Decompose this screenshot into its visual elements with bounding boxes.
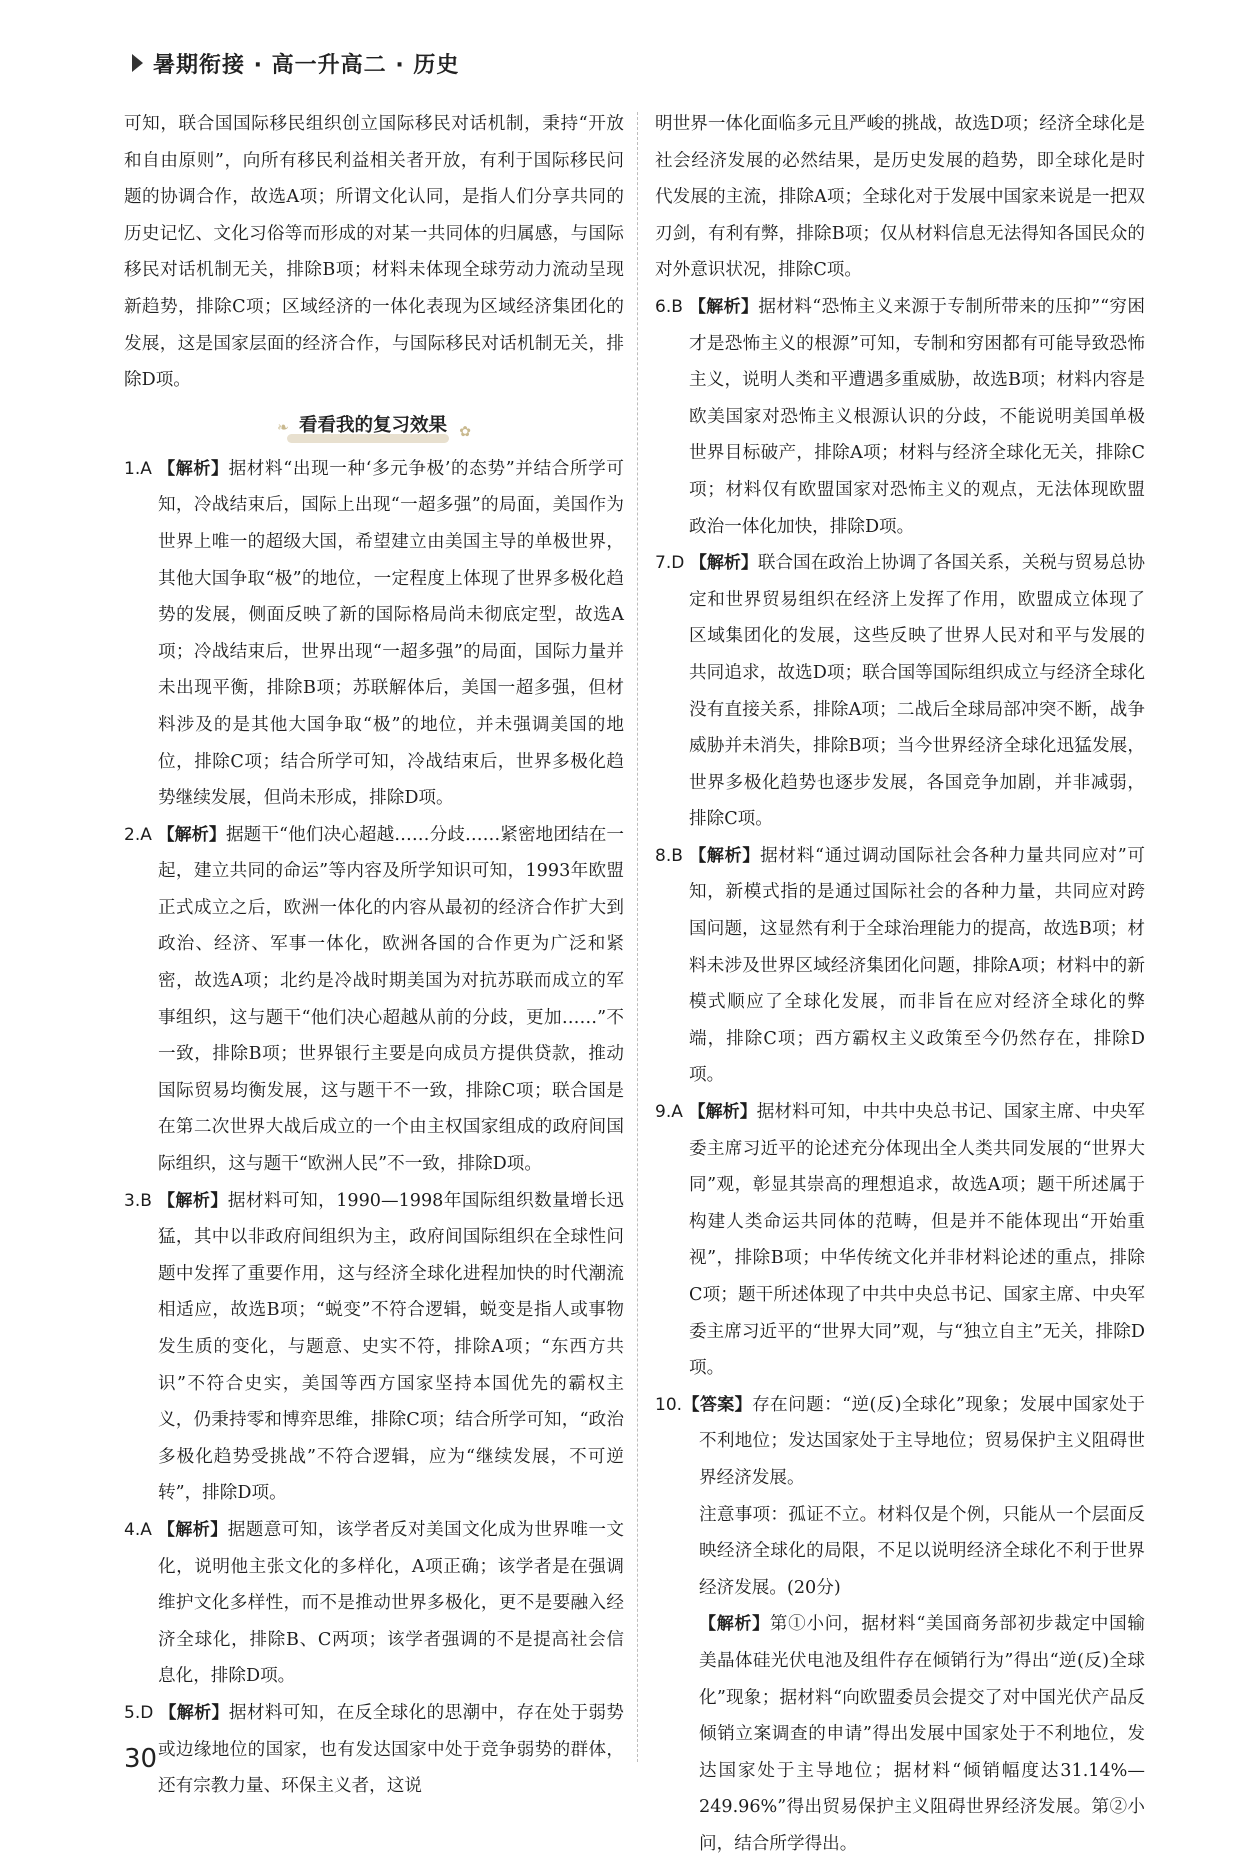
answer-item-10-analysis: 【解析】第①小问，据材料“美国商务部初步裁定中国输美晶体硅光伏电池及组件存在倾销行为”得出“逆(反)全球化”现象；据材料“向欧盟委员会提交了对中国光伏产品反倾销立案调查的申请”得出发展中国家处于不利地位，发达国家处于主导地位；据材料“倾销幅度达31.14%—249.96%”得出贸易保护主义阻碍世界经济发展。第②小问，结合所学得出。 xyxy=(699,1614,1146,1854)
swirl-decoration-icon: ✿ xyxy=(459,424,471,441)
answer-item-1: 1.A 【解析】据材料“出现一种‘多元争极’的态势”并结合所学可知，冷战结束后，国际上出现“一超多强”的局面，美国作为世界上唯一的超级大国，希望建立由美国主导的单极世界，其他大国争取“极”的地位，一定程度上体现了世界多极化趋势的发展，侧面反映了新的国际格局尚未彻底定型，故选A项；冷战结束后，世界出现“一超多强”的局面，国际力量并未出现平衡，排除B项；苏联解体后，美国一超多强，但材料涉及的是其他大国争取“极”的地位，并未强调美国的地位，排除C项；结合所学可知，冷战结束后，世界多极化趋势继续发展，但尚未形成，排除D项。 xyxy=(124,458,624,809)
answer-item-6: 6.B 【解析】据材料“恐怖主义来源于专制所带来的压抑”“穷困才是恐怖主义的根源”可知，专制和穷困都有可能导致恐怖主义，说明人类和平遭遇多重威胁，故选B项；材料内容是欧美国家对恐怖主义根源认识的分歧，不能说明美国单极世界目标破产，排除A项；材料与经济全球化无关，排除C项；材料仅有欧盟国家对恐怖主义的观点，无法体现欧盟政治一体化加快，排除D项。 xyxy=(655,296,1145,537)
triangle-marker-icon xyxy=(132,54,143,72)
answer-item-10: 10.【答案】存在问题：“逆(反)全球化”现象；发展中国家处于不利地位；发达国家处于主导地位；贸易保护主义阻碍世界经济发展。 xyxy=(655,1394,1145,1488)
page-number: 30 xyxy=(124,1744,158,1774)
header-title: 暑期衔接 · 高一升高二 · 历史 xyxy=(153,52,460,78)
intro-paragraph: 可知，联合国国际移民组织创立国际移民对话机制，秉持“开放和自由原则”，向所有移民利益相关者开放，有利于国际移民问题的协调合作，故选A项；所谓文化认同，是指人们分享共同的历史记忆、文化习俗等而形成的对某一共同体的归属感，与国际移民对话机制无关，排除B项；材料未体现全球劳动力流动呈现新趋势，排除C项；区域经济的一体化表现为区域经济集团化的发展，这是国家层面的经济合作，与国际移民对话机制无关，排除D项。 xyxy=(124,114,624,391)
answer-item-3: 3.B 【解析】据材料可知，1990—1998年国际组织数量增长迅猛，其中以非政府间组织为主，政府间国际组织在全球性问题中发挥了重要作用，这与经济全球化进程加快的时代潮流相适应，故选B项；“蜕变”不符合逻辑，蜕变是指人或事物发生质的变化，与题意、史实不符，排除A项；“东西方共识”不符合史实，美国等西方国家坚持本国优先的霸权主义，仍秉持零和博弈思维，排除C项；结合所学可知，“政治多极化趋势受挑战”不符合逻辑，应为“继续发展，不可逆转”，排除D项。 xyxy=(124,1190,624,1504)
answer-item-7: 7.D 【解析】联合国在政治上协调了各国关系，关税与贸易总协定和世界贸易组织在经济上发挥了作用，欧盟成立体现了区域集团化的发展，这些反映了世界人民对和平与发展的共同追求，故选D项；联合国等国际组织成立与经济全球化没有直接关系，排除A项；二战后全球局部冲突不断，战争威胁并未消失，排除B项；当今世界经济全球化迅猛发展，世界多极化趋势也逐步发展，各国竞争加剧，并非减弱，排除C项。 xyxy=(655,553,1145,830)
section-title xyxy=(124,405,624,449)
right-column xyxy=(655,106,1145,1863)
answer-item-4: 4.A 【解析】据题意可知，该学者反对美国文化成为世界唯一文化，说明他主张文化的多样化，A项正确；该学者是在强调维护文化多样性，而不是推动世界多极化，更不是要融入经济全球化，排除B、C两项；该学者强调的不是提高社会信息化，排除D项。 xyxy=(124,1519,625,1687)
continued-paragraph: 明世界一体化面临多元且严峻的挑战，故选D项；经济全球化是社会经济发展的必然结果，是历史发展的趋势，即全球化是时代发展的主流，排除A项；全球化对于发展中国家来说是一把双刃剑，有利有弊，排除B项；仅从材料信息无法得知各国民众的对外意识状况，排除C项。 xyxy=(655,114,1145,281)
answer-item-8: 8.B 【解析】据材料“通过调动国际社会各种力量共同应对”可知，新模式指的是通过国际社会的各种力量，共同应对跨国问题，这显然有利于全球治理能力的提高，故选B项；材料未涉及世界区域经济集团化问题，排除A项；材料中的新模式顺应了全球化发展，而非旨在应对经济全球化的弊端，排除C项；西方霸权主义政策至今仍然存在，排除D项。 xyxy=(655,845,1146,1086)
answer-item-5: 5.D 【解析】据材料可知，在反全球化的思潮中，存在处于弱势或边缘地位的国家，也有发达国家中处于竞争弱势的群体，还有宗教力量、环保主义者，这说 xyxy=(124,1702,625,1797)
answer-item-9: 9.A 【解析】据材料可知，中共中央总书记、国家主席、中央军委主席习近平的论述充分体现出全人类共同发展的“世界大同”观，彰显其崇高的理想追求，故选A项；题干所述属于构建人类命运共同体的范畴，但是并不能体现出“开始重视”，排除B项；中华传统文化并非材料论述的重点，排除C项；题干所述体现了中共中央总书记、国家主席、中央军委主席习近平的“世界大同”观，与“独立自主”无关，排除D项。 xyxy=(655,1102,1146,1379)
leaf-decoration-icon: ❧ xyxy=(276,420,289,437)
left-column xyxy=(124,106,624,1805)
section-title-text: 看看我的复习效果 xyxy=(298,415,447,437)
column-divider xyxy=(637,112,638,1762)
answer-item-2: 2.A 【解析】据题干“他们决心超越……分歧……紧密地团结在一起，建立共同的命运”等内容及所学知识可知，1993年欧盟正式成立之后，欧洲一体化的内容从最初的经济合作扩大到政治、经济、军事一体化，欧洲各国的合作更为广泛和紧密，故选A项；北约是冷战时期美国为对抗苏联而成立的军事组织，这与题干“他们决心超越从前的分歧，更加……”不一致，排除B项；世界银行主要是向成员方提供贷款，推动国际贸易均衡发展，这与题干不一致，排除C项；联合国是在第二次世界大战后成立的一个由主权国家组成的政府间国际组织，这与题干“欧洲人民”不一致，排除D项。 xyxy=(124,824,625,1175)
page-header xyxy=(132,46,459,80)
answer-item-10-note: 注意事项：孤证不立。材料仅是个例，只能从一个层面反映经济全球化的局限，不足以说明经济全球化不利于世界经济发展。(20分) xyxy=(699,1504,1145,1598)
